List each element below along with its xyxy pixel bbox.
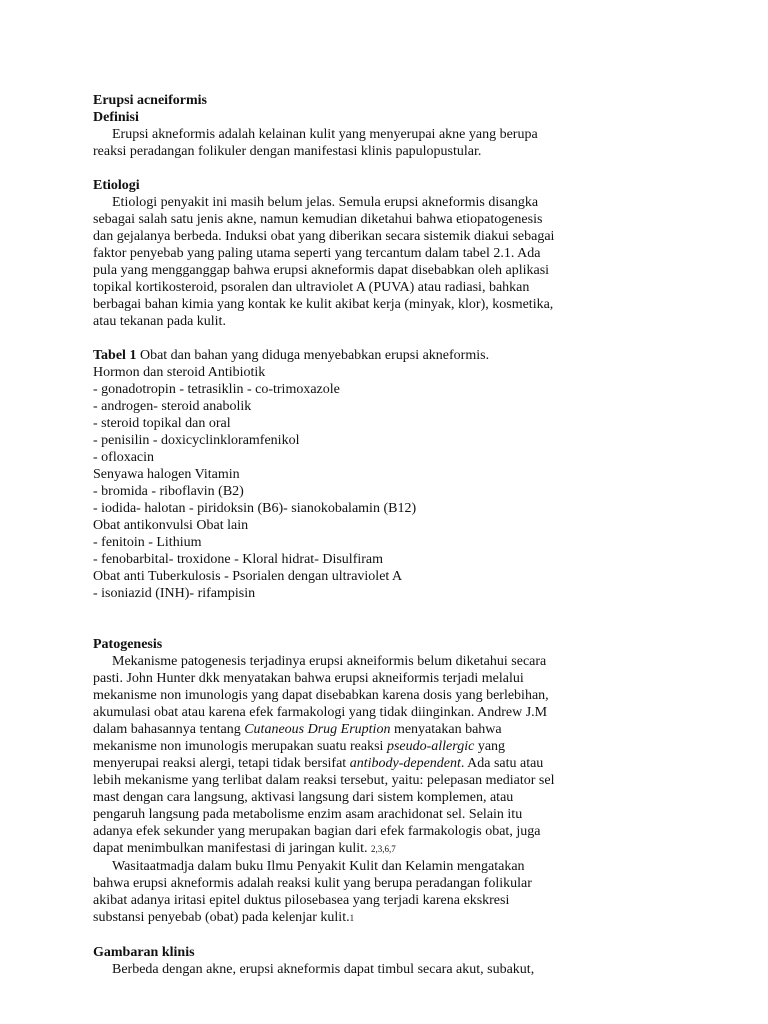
table-line: - iodida- halotan - piridoksin (B6)- sianokobalamin (B12) [93, 501, 417, 516]
table-label: Tabel 1 [93, 348, 137, 363]
citation-reference: 2,3,6,7 [371, 844, 396, 854]
text-line: reaksi peradangan folikuler dengan manifestasi klinis papulopustular. [93, 144, 482, 159]
table-list [93, 364, 593, 602]
text-line: berbagai bahan kimia yang kontak ke kulit akibat kerja (minyak, klor), kosmetika, [93, 297, 554, 312]
paragraph-etiologi [93, 194, 593, 330]
text-line: akibat adanya iritasi epitel duktus pilosebasea yang terjadi karena ekskresi [93, 893, 510, 908]
text-line: mekanisme non imunologis yang dapat disebabkan karena dosis yang berlebihan, [93, 688, 549, 703]
text-line [93, 840, 593, 858]
section-heading-definisi: Definisi [93, 110, 139, 125]
text-line: Wasitaatmadja dalam buku Ilmu Penyakit Kulit dan Kelamin mengatakan [112, 859, 525, 874]
text-line [93, 721, 593, 738]
text-run: menyatakan bahwa [390, 722, 502, 737]
text-line: akumulasi obat atau karena efek farmakologi yang tidak diinginkan. Andrew J.M [93, 705, 548, 720]
text-line [93, 738, 593, 755]
text-line: pasti. John Hunter dkk menyatakan bahwa erupsi akneiformis terjadi melalui [93, 671, 524, 686]
table-line: - steroid topikal dan oral [93, 416, 231, 431]
table-line: Obat antikonvulsi Obat lain [93, 518, 249, 533]
table-line: - penisilin - doxicyclinkloramfenikol [93, 433, 300, 448]
document-title: Erupsi acneiformis [93, 93, 207, 108]
paragraph-patogenesis-1 [93, 653, 593, 858]
text-line: mast dengan cara langsung, aktivasi langsung dari sistem komplemen, atau [93, 790, 514, 805]
text-line: Etiologi penyakit ini masih belum jelas. Semula erupsi akneformis disangka [112, 195, 539, 210]
text-line [93, 755, 593, 772]
section-heading-patogenesis: Patogenesis [93, 637, 163, 652]
section-heading-etiologi: Etiologi [93, 178, 140, 193]
text-run: dapat menimbulkan manifestasi di jaringan kulit. [93, 841, 371, 856]
text-run: yang [474, 739, 506, 754]
paragraph-definisi [93, 126, 593, 160]
text-line: Mekanisme patogenesis terjadinya erupsi akneiformis belum diketahui secara [112, 654, 547, 669]
table-line: - fenitoin - Lithium [93, 535, 202, 550]
text-line: atau tekanan pada kulit. [93, 314, 226, 329]
section-heading-gambaran-klinis: Gambaran klinis [93, 945, 195, 960]
table-line: Senyawa halogen Vitamin [93, 467, 240, 482]
table-caption-text: Obat dan bahan yang diduga menyebabkan erupsi akneformis. [136, 348, 490, 363]
table-line: Hormon dan steroid Antibiotik [93, 365, 266, 380]
text-line: lebih mekanisme yang terlibat dalam reaksi tersebut, yaitu: pelepasan mediator sel [93, 773, 555, 788]
table-line: Obat anti Tuberkulosis - Psorialen dengan ultraviolet A [93, 569, 403, 584]
text-line: pula yang mengganggap bahwa erupsi akneformis dapat disebabkan oleh aplikasi [93, 263, 550, 278]
text-line: bahwa erupsi akneformis adalah reaksi kulit yang berupa peradangan folikular [93, 876, 532, 891]
table-line: - androgen- steroid anabolik [93, 399, 252, 414]
paragraph-patogenesis-2 [93, 858, 593, 927]
table-line: - gonadotropin - tetrasiklin - co-trimoxazole [93, 382, 340, 397]
text-line: pengaruh langsung pada metabolisme enzim asam arachidonat sel. Selain itu [93, 807, 523, 822]
text-line: sebagai salah satu jenis akne, namun kemudian diketahui bahwa etiopatogenesis [93, 212, 543, 227]
text-run: mekanisme non imunologis merupakan suatu reaksi [93, 739, 387, 754]
text-run: dalam bahasannya tentang [93, 722, 245, 737]
italic-term: Cutaneous Drug Eruption [244, 722, 391, 737]
text-run: . Ada satu atau [460, 756, 544, 771]
text-line: dan gejalanya berbeda. Induksi obat yang diberikan secara sistemik diakui sebagai [93, 229, 555, 244]
table-line: - isoniazid (INH)- rifampisin [93, 586, 256, 601]
table-caption [93, 347, 593, 364]
text-line: topikal kortikosteroid, psoralen dan ultraviolet A (PUVA) atau radiasi, bahkan [93, 280, 530, 295]
document-page [93, 92, 593, 978]
table-line: - bromida - riboflavin (B2) [93, 484, 244, 499]
table-line: - fenobarbital- troxidone - Kloral hidrat- Disulfiram [93, 552, 384, 567]
text-line: Erupsi akneformis adalah kelainan kulit yang menyerupai akne yang berupa [112, 127, 538, 142]
text-line: adanya efek sekunder yang merupakan bagian dari efek farmakologis obat, juga [93, 824, 541, 839]
text-line: Berbeda dengan akne, erupsi akneformis dapat timbul secara akut, subakut, [112, 962, 535, 977]
text-line [93, 909, 593, 927]
text-line: faktor penyebab yang paling utama seperti yang tercantum dalam tabel 2.1. Ada [93, 246, 541, 261]
text-run: substansi penyebab (obat) pada kelenjar kulit. [93, 910, 350, 925]
italic-term: pseudo-allergic [386, 739, 475, 754]
citation-reference: 1 [349, 913, 355, 923]
italic-term: antibody-dependent [349, 756, 461, 771]
text-run: menyerupai reaksi alergi, tetapi tidak bersifat [93, 756, 350, 771]
table-line: - ofloxacin [93, 450, 155, 465]
